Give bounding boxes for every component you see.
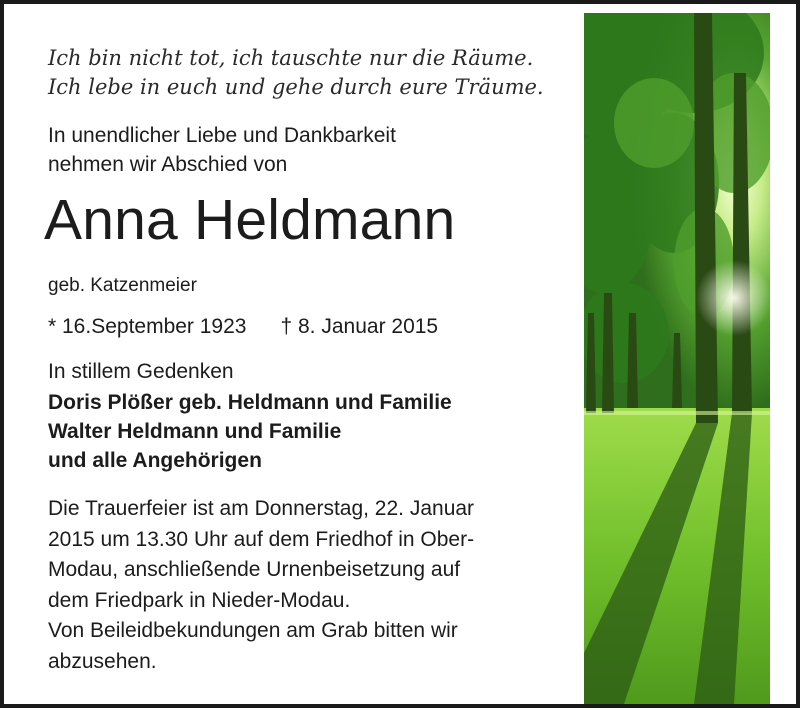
service-line: Die Trauerfeier ist am Donnerstag, 22. Januar bbox=[48, 497, 475, 520]
death-date: † 8. Januar 2015 bbox=[280, 315, 439, 338]
service-line: Von Beileidbekundungen am Grab bitten wir bbox=[48, 619, 458, 642]
birth-name: geb. Katzenmeier bbox=[48, 275, 197, 296]
birth-date: * 16.September 1923 bbox=[48, 315, 247, 338]
mourner-line: Walter Heldmann und Familie bbox=[48, 420, 342, 443]
mourners-list bbox=[48, 388, 452, 475]
service-notice bbox=[48, 494, 568, 677]
intro-line: nehmen wir Abschied von bbox=[48, 153, 288, 176]
life-dates bbox=[48, 312, 438, 342]
mourner-line: und alle Angehörigen bbox=[48, 449, 262, 472]
deceased-name: Anna Heldmann bbox=[44, 188, 456, 252]
park-trees-illustration bbox=[584, 13, 770, 704]
quote-line: Ich lebe in euch und gehe durch eure Träume. bbox=[48, 75, 544, 99]
mourning-heading: In stillem Gedenken bbox=[48, 360, 234, 383]
service-line: Modau, anschließende Urnenbeisetzung auf bbox=[48, 558, 461, 581]
intro-line: In unendlicher Liebe und Dankbarkeit bbox=[48, 124, 396, 147]
quote-line: Ich bin nicht tot, ich tauschte nur die Räume. bbox=[48, 46, 534, 70]
intro-text bbox=[48, 121, 396, 179]
service-line: abzusehen. bbox=[48, 649, 157, 673]
mourner-line: Doris Plößer geb. Heldmann und Familie bbox=[48, 391, 452, 414]
service-line: 2015 um 13.30 Uhr auf dem Friedhof in Ober- bbox=[48, 527, 475, 551]
memorial-quote bbox=[48, 44, 568, 102]
service-line: dem Friedpark in Nieder-Modau. bbox=[48, 588, 351, 612]
park-trees-image bbox=[584, 13, 770, 704]
